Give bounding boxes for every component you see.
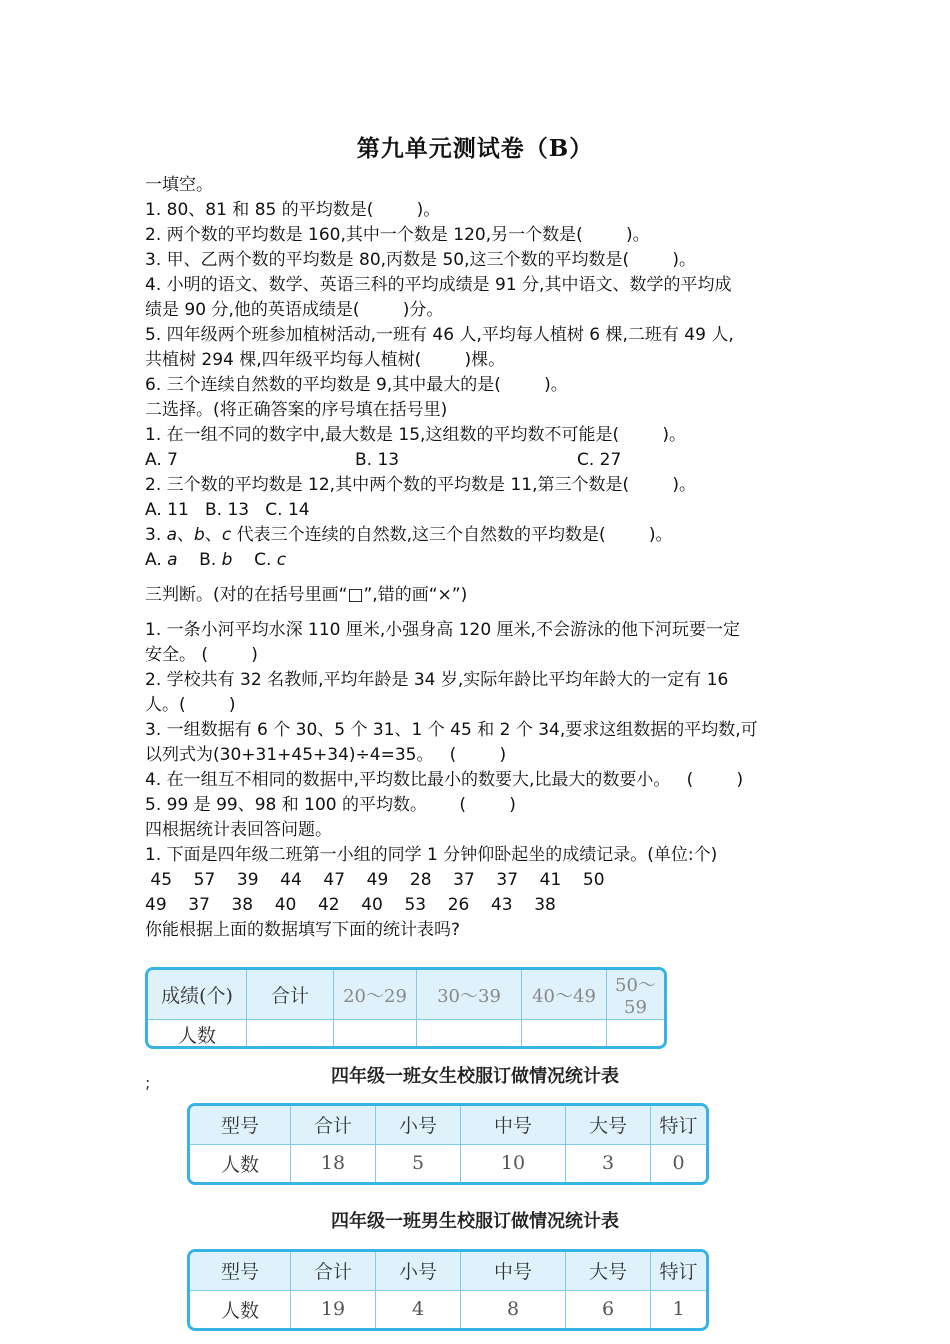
table-header-cell: 中号 [461, 1252, 566, 1290]
table-header-cell: 40～49 [522, 970, 607, 1020]
girls-uniform-table [187, 1103, 709, 1185]
choice-q2: 2. 三个数的平均数是 12,其中两个数的平均数是 11,第三个数是( )。 [145, 475, 696, 495]
table-header-cell: 小号 [376, 1106, 461, 1144]
fill-q1: 1. 80、81 和 85 的平均数是( )。 [145, 200, 441, 220]
fill-q5-line1: 5. 四年级两个班参加植树活动,一班有 46 人,平均每人植树 6 棵,二班有 49 人, [145, 325, 734, 345]
score-stat-table [145, 967, 667, 1049]
table-header-cell: 30～39 [417, 970, 522, 1020]
choice-q1-options [145, 448, 815, 473]
table-row-label: 人数 [190, 1144, 291, 1182]
section-choice-heading: 二选择。(将正确答案的序号填在括号里) [145, 400, 448, 420]
fill-q4-line2: 绩是 90 分,他的英语成绩是( )分。 [145, 300, 444, 320]
var-a: a [166, 525, 178, 545]
section-judge-heading: 三判断。(对的在括号里画“□”,错的画“×”) [145, 585, 468, 605]
opt-b-var: b [221, 550, 233, 570]
table-cell: 0 [651, 1144, 707, 1182]
fill-q5-line2: 共植树 294 棵,四年级平均每人植树( )棵。 [145, 350, 506, 370]
table-row-label: 人数 [190, 1290, 291, 1328]
section-table-heading: 四根据统计表回答问题。 [145, 820, 332, 840]
choice-q1: 1. 在一组不同的数字中,最大数是 15,这组数的平均数不可能是( )。 [145, 425, 686, 445]
fill-q2: 2. 两个数的平均数是 160,其中一个数是 120,另一个数是( )。 [145, 225, 650, 245]
judge-q3-line2: 以列式为(30+31+45+34)÷4=35。 ( ) [145, 745, 507, 765]
opt-c-label: C. [232, 550, 277, 570]
opt-c-var: c [276, 550, 287, 570]
table-cell: 19 [291, 1290, 376, 1328]
judge-q5: 5. 99 是 99、98 和 100 的平均数。 ( ) [145, 795, 516, 815]
judge-q2-line2: 人。( ) [145, 695, 236, 715]
judge-q1-line1: 1. 一条小河平均水深 110 厘米,小强身高 120 厘米,不会游泳的他下河玩要一定 [145, 620, 740, 640]
table-header-cell: 中号 [461, 1106, 566, 1144]
table-header-cell: 成绩(个) [148, 970, 247, 1020]
blank-cell[interactable] [334, 1020, 417, 1050]
blank-cell[interactable] [607, 1020, 665, 1050]
opt-b-label: B. [177, 550, 222, 570]
table-q1: 1. 下面是四年级二班第一小组的同学 1 分钟仰卧起坐的成绩记录。(单位:个) [145, 845, 718, 865]
table-header-cell: 大号 [566, 1252, 651, 1290]
choice-q1-option-c: C. 27 [577, 450, 622, 470]
table-header-cell: 大号 [566, 1106, 651, 1144]
judge-q1-line2: 安全。 ( ) [145, 645, 258, 665]
data-row-2: 49 37 38 40 42 40 53 26 43 38 [145, 895, 556, 915]
table-header-cell: 型号 [190, 1106, 291, 1144]
judge-q2-line1: 2. 学校共有 32 名教师,平均年龄是 34 岁,实际年龄比平均年龄大的一定有 16 [145, 670, 729, 690]
table-cell: 18 [291, 1144, 376, 1182]
blank-cell[interactable] [417, 1020, 522, 1050]
blank-cell[interactable] [522, 1020, 607, 1050]
table-ask: 你能根据上面的数据填写下面的统计表吗? [145, 920, 461, 940]
sep: 、 [177, 525, 195, 545]
table-header-cell: 型号 [190, 1252, 291, 1290]
table-cell: 3 [566, 1144, 651, 1182]
table-header-cell: 20～29 [334, 970, 417, 1020]
table-cell: 5 [376, 1144, 461, 1182]
table-cell: 4 [376, 1290, 461, 1328]
judge-q3-line1: 3. 一组数据有 6 个 30、5 个 31、1 个 45 和 2 个 34,要求这组数据的平均数,可 [145, 720, 758, 740]
choice-q3 [145, 523, 815, 548]
opt-a-var: a [167, 550, 178, 570]
blank-cell[interactable] [247, 1020, 334, 1050]
choice-q1-option-a: A. 7 [145, 450, 178, 470]
choice-q3-prefix: 3. [145, 525, 167, 545]
judge-q4: 4. 在一组互不相同的数据中,平均数比最小的数要大,比最大的数要小。 ( ) [145, 770, 744, 790]
table-header-cell: 特订 [651, 1252, 707, 1290]
table-header-cell: 小号 [376, 1252, 461, 1290]
sep: 、 [204, 525, 222, 545]
choice-q3-options [145, 548, 815, 573]
boys-table-caption: 四年级一班男生校服订做情况统计表 [331, 1211, 619, 1232]
var-c: c [221, 525, 232, 545]
fill-q4-line1: 4. 小明的语文、数学、英语三科的平均成绩是 91 分,其中语文、数学的平均成 [145, 275, 732, 295]
table-row-label[interactable]: 人数 [148, 1020, 247, 1050]
table-header-cell: 特订 [651, 1106, 707, 1144]
section-fill-heading: 一填空。 [145, 175, 213, 195]
stray-mark: ; [145, 1073, 151, 1092]
boys-uniform-table [187, 1249, 709, 1331]
table-header-cell: 合计 [291, 1106, 376, 1144]
girls-table-caption: 四年级一班女生校服订做情况统计表 [331, 1066, 619, 1087]
opt-a-label: A. [145, 550, 168, 570]
fill-q3: 3. 甲、乙两个数的平均数是 80,丙数是 50,这三个数的平均数是( )。 [145, 250, 696, 270]
table-cell: 1 [651, 1290, 707, 1328]
data-row-1: 45 57 39 44 47 49 28 37 37 41 50 [145, 870, 605, 890]
choice-q2-options: A. 11 B. 13 C. 14 [145, 500, 310, 520]
page-title: 第九单元测试卷（B） [356, 135, 594, 162]
table-header-cell: 合计 [247, 970, 334, 1020]
table-cell: 10 [461, 1144, 566, 1182]
choice-q1-option-b: B. 13 [355, 450, 400, 470]
table-cell: 6 [566, 1290, 651, 1328]
table-header-cell: 50～59 [607, 970, 665, 1020]
table-header-cell: 合计 [291, 1252, 376, 1290]
worksheet-body [145, 173, 815, 943]
choice-q3-suffix: 代表三个连续的自然数,这三个自然数的平均数是( )。 [231, 525, 673, 545]
fill-q6: 6. 三个连续自然数的平均数是 9,其中最大的是( )。 [145, 375, 568, 395]
var-b: b [194, 525, 205, 545]
table-cell: 8 [461, 1290, 566, 1328]
